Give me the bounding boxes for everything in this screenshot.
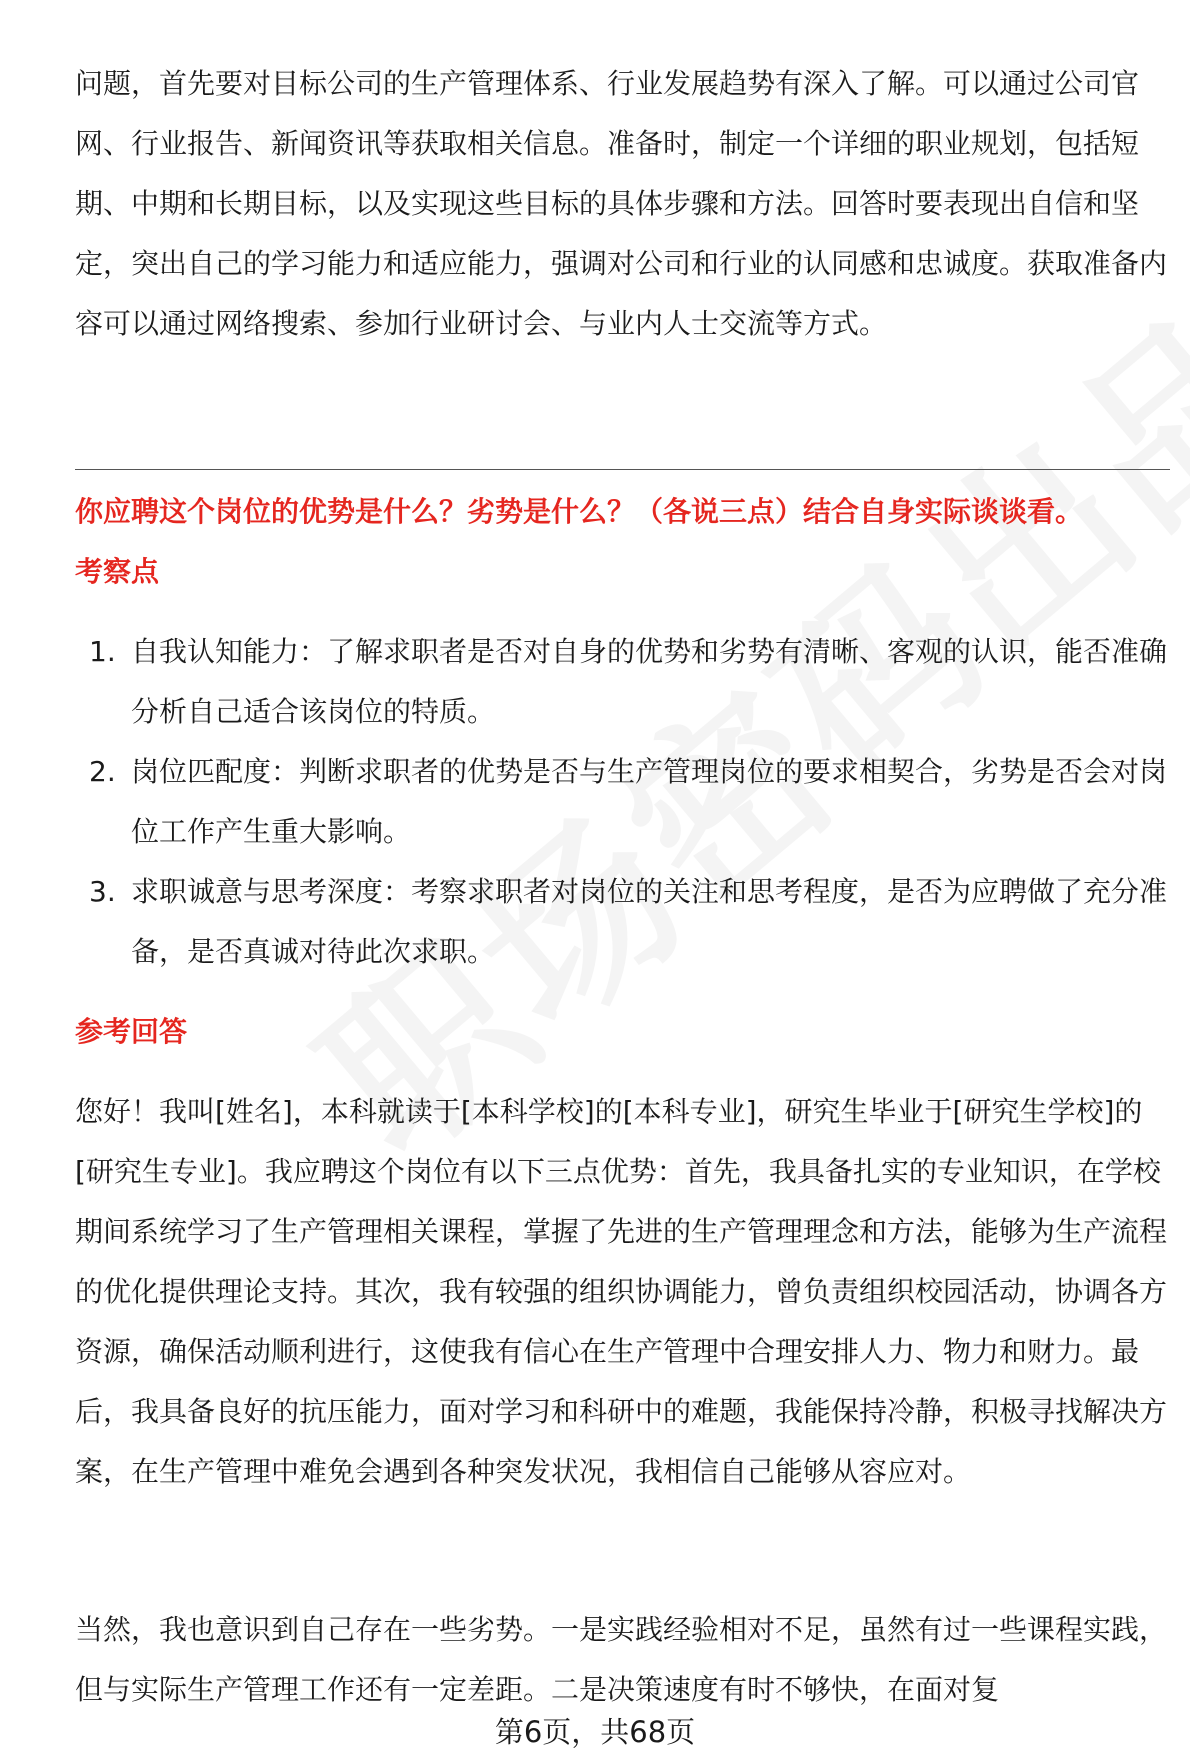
list-item-number: 1. <box>89 635 116 668</box>
list-item-number: 2. <box>89 755 116 788</box>
list-item-number: 3. <box>89 875 116 908</box>
list-item-text: 求职诚意与思考深度：考察求职者对岗位的关注和思考程度，是否为应聘做了充分准备，是否真诚对待此次求职。 <box>131 875 1168 968</box>
section-title-answer: 参考回答 <box>75 1015 188 1048</box>
list-item-text: 岗位匹配度：判断求职者的优势是否与生产管理岗位的要求相契合，劣势是否会对岗位工作产生重大影响。 <box>131 755 1168 848</box>
page-number: 第6页，共68页 <box>494 1715 696 1749</box>
section-divider <box>75 469 1170 470</box>
question-heading: 你应聘这个岗位的优势是什么？劣势是什么？（各说三点）结合自身实际谈谈看。 <box>75 495 1084 528</box>
list-item-text: 自我认知能力：了解求职者是否对自身的优势和劣势有清晰、客观的认识，能否准确分析自己适合该岗位的特质。 <box>131 635 1168 728</box>
section-title-points: 考察点 <box>75 555 160 588</box>
list-item <box>89 862 1170 982</box>
answer-paragraph-2: 当然，我也意识到自己存在一些劣势。一是实践经验相对不足，虽然有过一些课程实践，但与实际生产管理工作还有一定差距。二是决策速度有时不够快，在面对复 <box>75 1613 1168 1706</box>
intro-paragraph: 问题，首先要对目标公司的生产管理体系、行业发展趋势有深入了解。可以通过公司官网、行业报告、新闻资讯等获取相关信息。准备时，制定一个详细的职业规划，包括短期、中期和长期目标，以及实现这些目标的具体步骤和方法。回答时要表现出自信和坚定，突出自己的学习能力和适应能力，强调对公司和行业的认同感和忠诚度。获取准备内容可以通过网络搜索、参加行业研讨会、与业内人士交流等方式。 <box>75 67 1168 340</box>
list-item <box>89 742 1170 862</box>
answer-paragraph-1: 您好！我叫[姓名]，本科就读于[本科学校]的[本科专业]，研究生毕业于[研究生学校]的[研究生专业]。我应聘这个岗位有以下三点优势：首先，我具备扎实的专业知识，在学校期间系统学习了生产管理相关课程，掌握了先进的生产管理理念和方法，能够为生产流程的优化提供理论支持。其次，我有较强的组织协调能力，曾负责组织校园活动，协调各方资源，确保活动顺利进行，这使我有信心在生产管理中合理安排人力、物力和财力。最后，我具备良好的抗压能力，面对学习和科研中的难题，我能保持冷静，积极寻找解决方案，在生产管理中难免会遇到各种突发状况，我相信自己能够从容应对。 <box>75 1095 1168 1488</box>
points-list <box>89 622 1170 982</box>
list-item <box>89 622 1170 742</box>
